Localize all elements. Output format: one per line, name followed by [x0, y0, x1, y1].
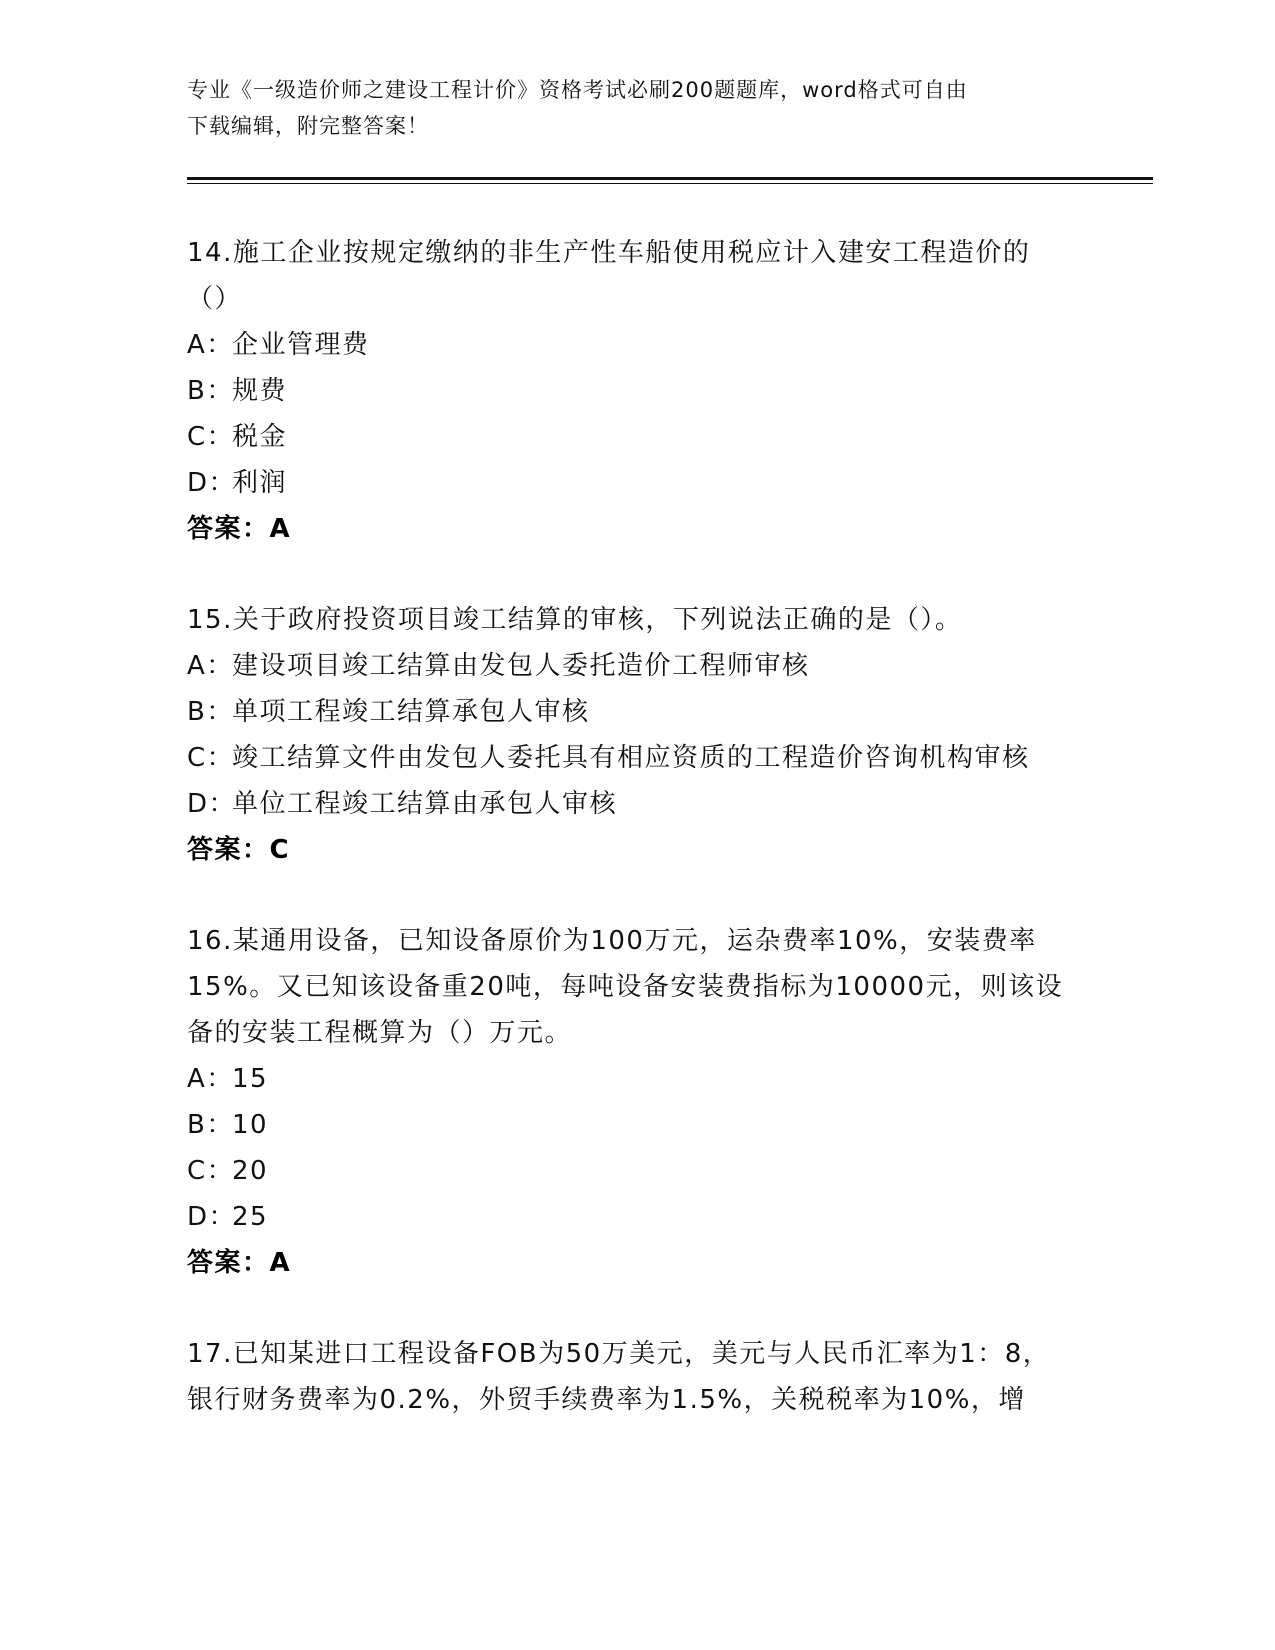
option-letter: D：	[187, 1202, 237, 1232]
option-c	[187, 1148, 1067, 1194]
option-letter: D：	[187, 468, 237, 498]
option-text: 建设项目竣工结算由发包人委托造价工程师审核	[232, 651, 810, 681]
question-stem: 17.已知某进口工程设备FOB为50万美元，美元与人民币汇率为1：8，银行财务费率为0.2%，外贸手续费率为1.5%，关税税率为10%，增	[187, 1339, 1051, 1415]
option-text: 15	[232, 1064, 269, 1094]
option-b	[187, 368, 1067, 414]
option-text: 25	[232, 1202, 269, 1232]
option-letter: B：	[187, 376, 234, 406]
option-letter: A：	[187, 1064, 234, 1094]
option-letter: D：	[187, 789, 237, 819]
option-letter: B：	[187, 1110, 234, 1140]
header-rule-thick	[187, 177, 1153, 180]
option-text: 利润	[232, 468, 288, 498]
option-b	[187, 1102, 1067, 1148]
question-17	[187, 1331, 1067, 1423]
option-c	[187, 414, 1067, 460]
question-stem: 15.关于政府投资项目竣工结算的审核，下列说法正确的是（）。	[187, 605, 963, 635]
option-d	[187, 460, 1067, 506]
option-b	[187, 689, 1067, 735]
header-rule-thin	[187, 183, 1153, 184]
option-letter: B：	[187, 697, 234, 727]
header-line-1: 专业《一级造价师之建设工程计价》资格考试必刷200题题库，word格式可自由	[187, 78, 968, 102]
header-line-2: 下载编辑，附完整答案！	[187, 114, 429, 138]
option-d	[187, 781, 1067, 827]
option-letter: A：	[187, 330, 234, 360]
question-stem: 16.某通用设备，已知设备原价为100万元，运杂费率10%，安装费率15%。又已知该设备重20吨，每吨设备安装费指标为10000元，则该设备的安装工程概算为（）万元。	[187, 926, 1064, 1048]
option-text: 企业管理费	[232, 330, 370, 360]
option-a	[187, 643, 1067, 689]
question-list	[187, 230, 1067, 1468]
option-c	[187, 735, 1067, 781]
option-d	[187, 1194, 1067, 1240]
question-14	[187, 230, 1067, 552]
option-text: 10	[232, 1110, 269, 1140]
option-text: 单位工程竣工结算由承包人审核	[232, 789, 618, 819]
option-letter: C：	[187, 743, 235, 773]
option-letter: C：	[187, 1156, 235, 1186]
option-text: 竣工结算文件由发包人委托具有相应资质的工程造价咨询机构审核	[232, 743, 1030, 773]
question-16	[187, 918, 1067, 1286]
option-text: 税金	[232, 422, 288, 452]
option-a	[187, 1056, 1067, 1102]
option-letter: A：	[187, 651, 234, 681]
answer-line: 答案：C	[187, 835, 291, 865]
option-text: 20	[232, 1156, 269, 1186]
document-header	[187, 72, 1067, 144]
option-text: 单项工程竣工结算承包人审核	[232, 697, 590, 727]
answer-line: 答案：A	[187, 514, 292, 544]
option-a	[187, 322, 1067, 368]
answer-line: 答案：A	[187, 1248, 292, 1278]
option-text: 规费	[232, 376, 288, 406]
question-15	[187, 597, 1067, 873]
question-stem: 14.施工企业按规定缴纳的非生产性车船使用税应计入建安工程造价的（）	[187, 238, 1031, 314]
option-letter: C：	[187, 422, 235, 452]
